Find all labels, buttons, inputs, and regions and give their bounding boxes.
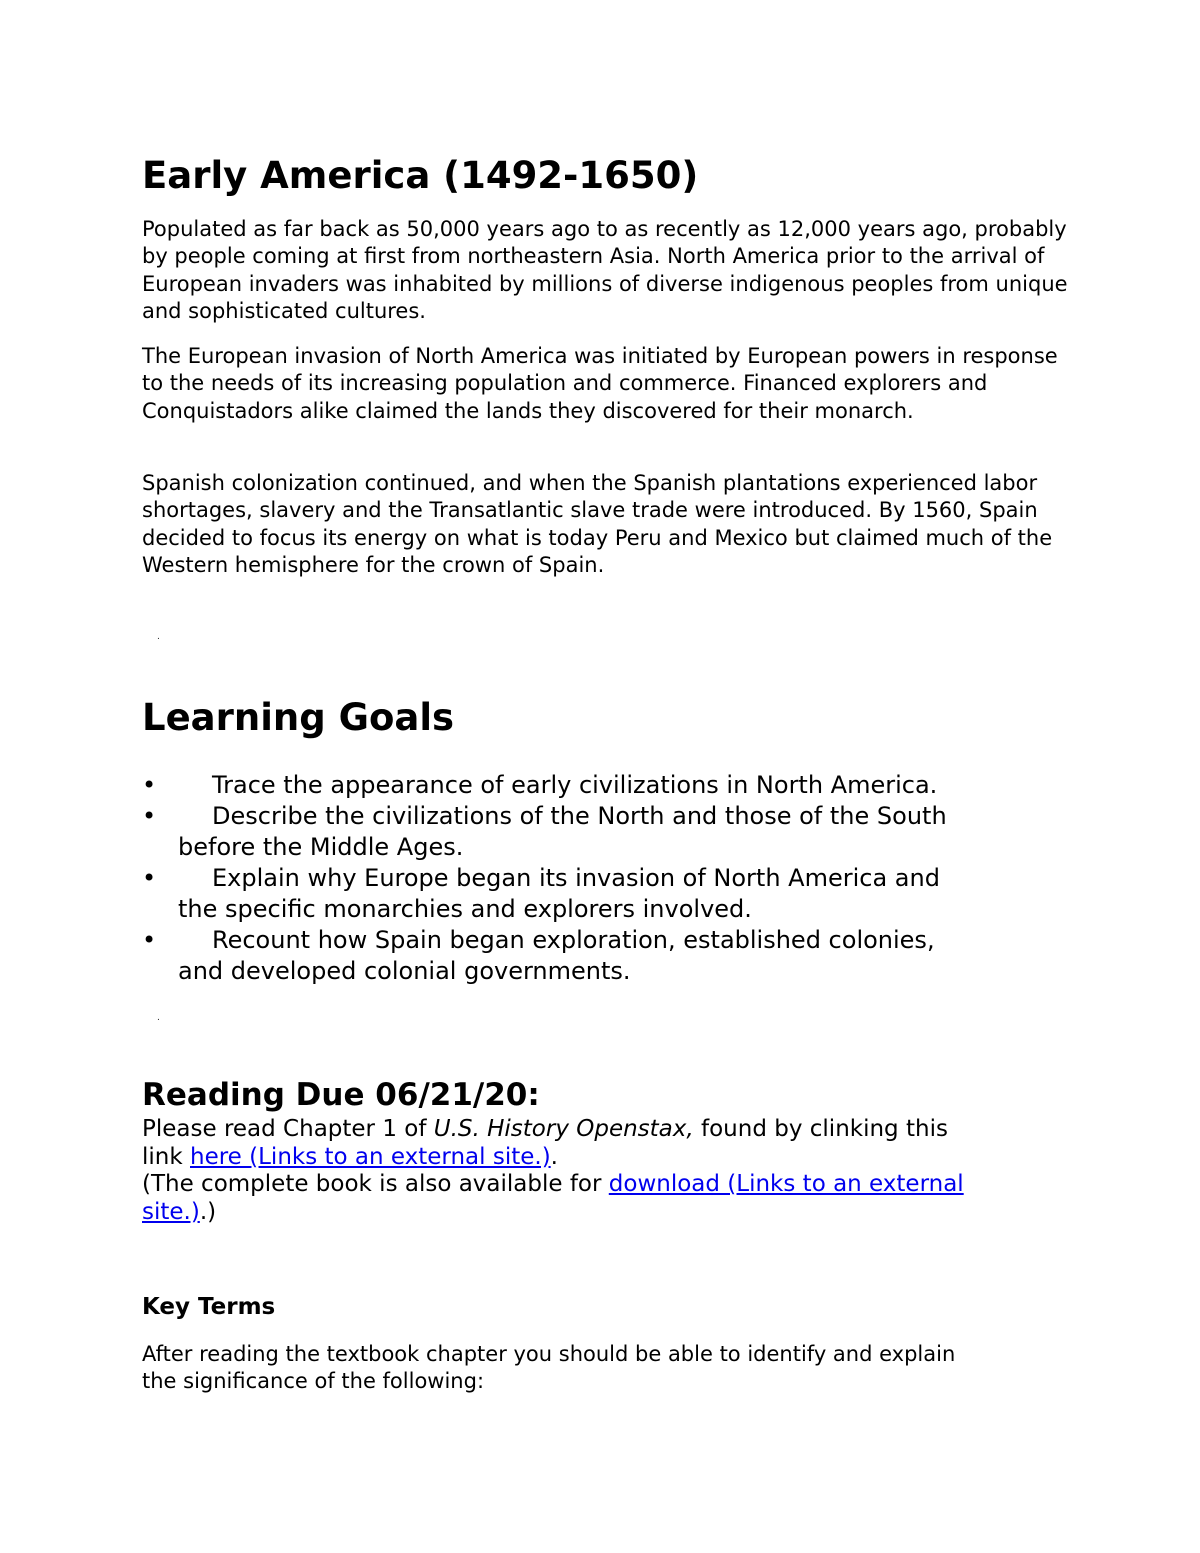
goal-text: Trace the appearance of early civilizations in North America. [212, 771, 938, 799]
list-item [142, 801, 1042, 863]
goal-text: Explain why Europe began its invasion of North America and [212, 864, 940, 892]
reading-text: Please read Chapter 1 of [142, 1116, 434, 1142]
separator-dot: . [157, 632, 160, 642]
list-item [142, 863, 1042, 925]
list-item [142, 925, 1042, 987]
reading-due-heading: Reading Due 06/21/20: [142, 1077, 540, 1113]
key-terms-heading: Key Terms [142, 1294, 276, 1320]
goal-text-continued: before the Middle Ages. [178, 833, 464, 861]
goal-text: Describe the civilizations of the North and those of the South [212, 802, 947, 830]
reading-text: . [550, 1143, 558, 1170]
separator-dot: . [157, 1013, 160, 1023]
chapter-link[interactable]: here (Links to an external site.) [190, 1143, 551, 1170]
bullet-icon: • [142, 864, 157, 892]
bullet-icon: • [142, 802, 157, 830]
list-item [142, 770, 1042, 801]
reading-instructions [142, 1116, 1042, 1226]
bullet-icon: • [142, 926, 157, 954]
bullet-icon: • [142, 771, 157, 799]
reading-line [142, 1116, 1042, 1144]
key-terms-intro [142, 1341, 1072, 1396]
goal-text-continued: the specific monarchies and explorers involved. [178, 895, 752, 923]
key-terms-intro-line: the significance of the following: [142, 1369, 485, 1394]
page-title: Early America (1492-1650) [142, 154, 699, 197]
reading-line [142, 1199, 1042, 1227]
invasion-paragraph: The European invasion of North America was initiated by European powers in response to the needs of its increasing population and commerce. Financed explorers and Conquistadors alike claimed the lands they discovered for their monarch. [142, 344, 1058, 423]
key-terms-intro-line: After reading the textbook chapter you should be able to identify and explain [142, 1342, 956, 1366]
reading-text: (The complete book is also available for [142, 1171, 609, 1197]
goal-text: Recount how Spain began exploration, established colonies, [212, 926, 935, 954]
reading-text: link [142, 1143, 190, 1170]
spanish-colonization-paragraph: Spanish colonization continued, and when the Spanish plantations experienced labor shortages, slavery and the Transatlantic slave trade were introduced. By 1560, Spain decided to focus its energy on what is today Peru and Mexico but claimed much of the Western hemisphere for the crown of Spain. [142, 471, 1053, 577]
intro-paragraph: Populated as far back as 50,000 years ago to as recently as 12,000 years ago, probably by people coming at first from northeastern Asia. North America prior to the arrival of European invaders was inhabited by millions of diverse indigenous peoples from unique and sophisticated cultures. [142, 217, 1068, 323]
learning-goals-list [142, 770, 1042, 987]
goal-text-continued: and developed colonial governments. [178, 957, 631, 985]
download-link-continued[interactable]: site.) [142, 1198, 200, 1225]
book-title: U.S. History Openstax, [433, 1116, 694, 1142]
reading-text: found by clinking this [693, 1116, 948, 1142]
download-link[interactable]: download (Links to an external [608, 1171, 964, 1197]
learning-goals-heading: Learning Goals [142, 696, 455, 739]
reading-line [142, 1144, 1042, 1172]
reading-text: .) [199, 1198, 217, 1225]
reading-line [142, 1171, 1042, 1199]
